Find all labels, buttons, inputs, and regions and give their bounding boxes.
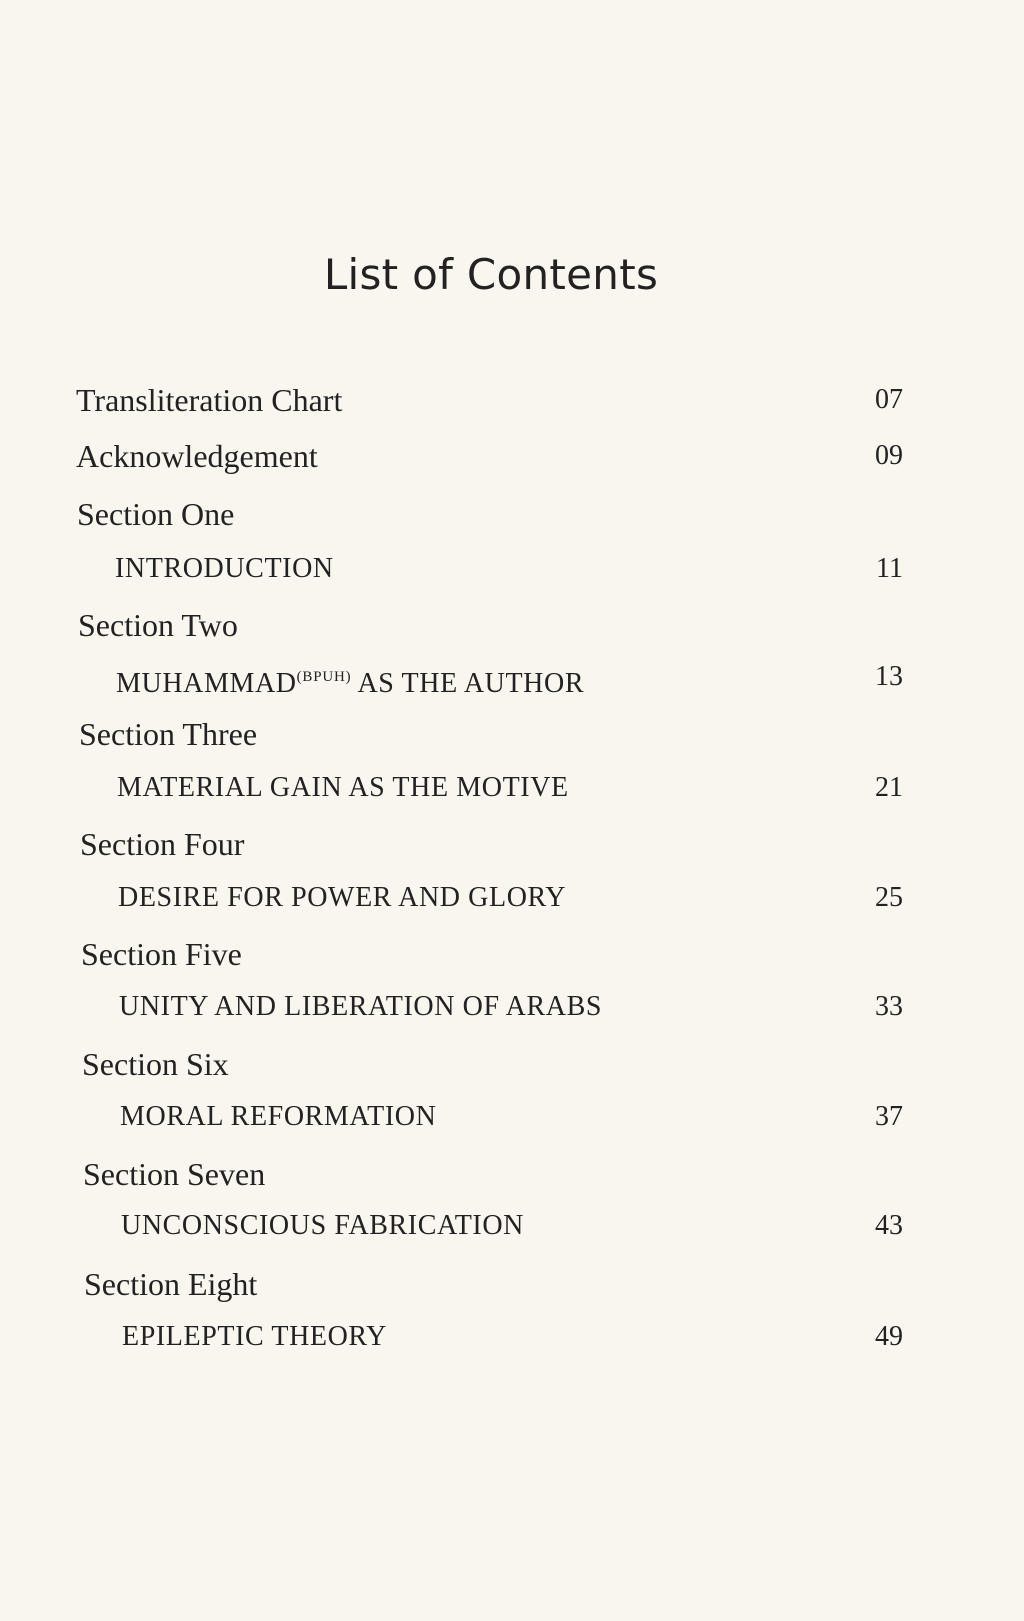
toc-entry-page: 49 [875, 1321, 903, 1352]
toc-section-heading [0, 1154, 1024, 1194]
toc-entry [0, 380, 1024, 420]
toc-entry-page: 13 [875, 661, 903, 692]
toc-entry-page: 11 [876, 553, 903, 584]
toc-entry-label: UNITY AND LIBERATION OF ARABS [119, 991, 603, 1022]
toc-section-heading [0, 934, 1024, 974]
toc-entry [0, 878, 1024, 918]
toc-entry-page: 25 [875, 882, 903, 913]
toc-entry-label-rest: AS THE AUTHOR [351, 668, 585, 699]
toc-entry-label: Acknowledgement [76, 438, 318, 474]
toc-entry-label: Section One [77, 496, 235, 532]
toc-entry [0, 1097, 1024, 1137]
toc-entry [0, 1206, 1024, 1246]
toc-section-heading [0, 714, 1024, 754]
toc-entry [0, 768, 1024, 808]
toc-entry-page: 21 [875, 772, 903, 803]
toc-entry-page: 43 [875, 1210, 903, 1241]
toc-entry-page: 37 [875, 1101, 903, 1132]
toc-entry-label: Section Seven [83, 1156, 266, 1192]
toc-entry-label: UNCONSCIOUS FABRICATION [121, 1210, 524, 1241]
toc-entry-page: 33 [875, 991, 903, 1022]
toc-section-heading [0, 494, 1024, 534]
toc-entry-label: DESIRE FOR POWER AND GLORY [118, 882, 567, 913]
toc-entry-page: 07 [875, 384, 903, 415]
toc-entry-label: Section Three [79, 716, 258, 752]
honorific-superscript: (BPUH) [296, 669, 352, 685]
toc-entry-label: Section Eight [84, 1266, 258, 1302]
toc-entry [0, 657, 1024, 697]
toc-entry-page: 09 [875, 440, 903, 471]
toc-entry-label-main: MUHAMMAD [116, 668, 297, 699]
page-title: List of Contents [323, 250, 659, 299]
toc-entry-label: MATERIAL GAIN AS THE MOTIVE [117, 772, 569, 803]
toc-entry-label: Section Six [82, 1046, 229, 1082]
toc-entry-label [116, 657, 584, 704]
toc-entry [0, 549, 1024, 589]
toc-entry [0, 987, 1024, 1027]
toc-entry-label: INTRODUCTION [115, 553, 334, 584]
toc-entry-label: Transliteration Chart [76, 382, 343, 418]
toc-entry-label: MORAL REFORMATION [120, 1101, 437, 1132]
toc-section-heading [0, 1264, 1024, 1304]
toc-section-heading [0, 1044, 1024, 1084]
toc-entry-label: Section Two [78, 607, 238, 643]
toc-entry-label: EPILEPTIC THEORY [122, 1321, 387, 1352]
toc-section-heading [0, 824, 1024, 864]
toc-entry-label: Section Five [81, 936, 242, 972]
toc-section-heading [0, 605, 1024, 645]
toc-entry-label: Section Four [80, 826, 245, 862]
toc-entry [0, 436, 1024, 476]
toc-entry [0, 1317, 1024, 1357]
